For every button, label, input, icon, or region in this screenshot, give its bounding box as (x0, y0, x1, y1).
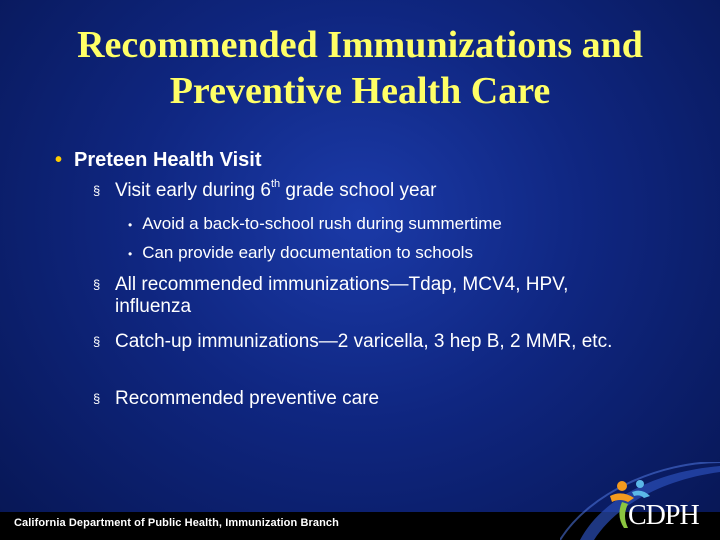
bullet-text: Preteen Health Visit (74, 149, 262, 171)
ordinal-superscript: th (270, 177, 281, 190)
sub-sub-bullet-avoid-rush (128, 213, 502, 236)
slide-title-line-2: Preventive Health Care (169, 70, 551, 112)
sub-bullet-text: Recommended preventive care (115, 388, 380, 409)
sub-bullet-visit-early (93, 177, 653, 202)
sub-bullet-text-end: grade school year (280, 180, 437, 201)
section-marker-icon: § (93, 334, 101, 349)
sub-bullet-text: All recommended immunizations—Tdap, MCV4, HPV, influenza (115, 274, 569, 317)
bullet-preteen-health-visit (55, 147, 262, 173)
sub-bullet-preventive-care (93, 388, 653, 410)
sub-bullet-recommended-immunizations (93, 274, 648, 318)
section-marker-icon: § (93, 183, 101, 198)
cdph-logo-text: CDPH (628, 500, 699, 531)
sub-bullet-catch-up (93, 331, 648, 353)
slide-title (20, 22, 700, 114)
sub-sub-bullet-text: Can provide early documentation to schools (142, 243, 473, 262)
sub-sub-bullet-text: Avoid a back-to-school rush during summertime (142, 214, 502, 233)
slide-title-line-1: Recommended Immunizations and (77, 24, 643, 66)
bullet-dot-icon: • (55, 149, 63, 171)
section-marker-icon: § (93, 391, 101, 406)
bullet-dot-icon: • (128, 247, 133, 261)
sub-bullet-text: Visit early during 6 (115, 180, 271, 201)
bullet-dot-icon: • (128, 218, 133, 232)
sub-sub-bullet-documentation (128, 242, 473, 265)
section-marker-icon: § (93, 277, 101, 292)
footer-organization: California Department of Public Health, Immunization Branch (14, 517, 339, 529)
sub-bullet-text: Catch-up immunizations—2 varicella, 3 hep B, 2 MMR, etc. (115, 331, 613, 352)
